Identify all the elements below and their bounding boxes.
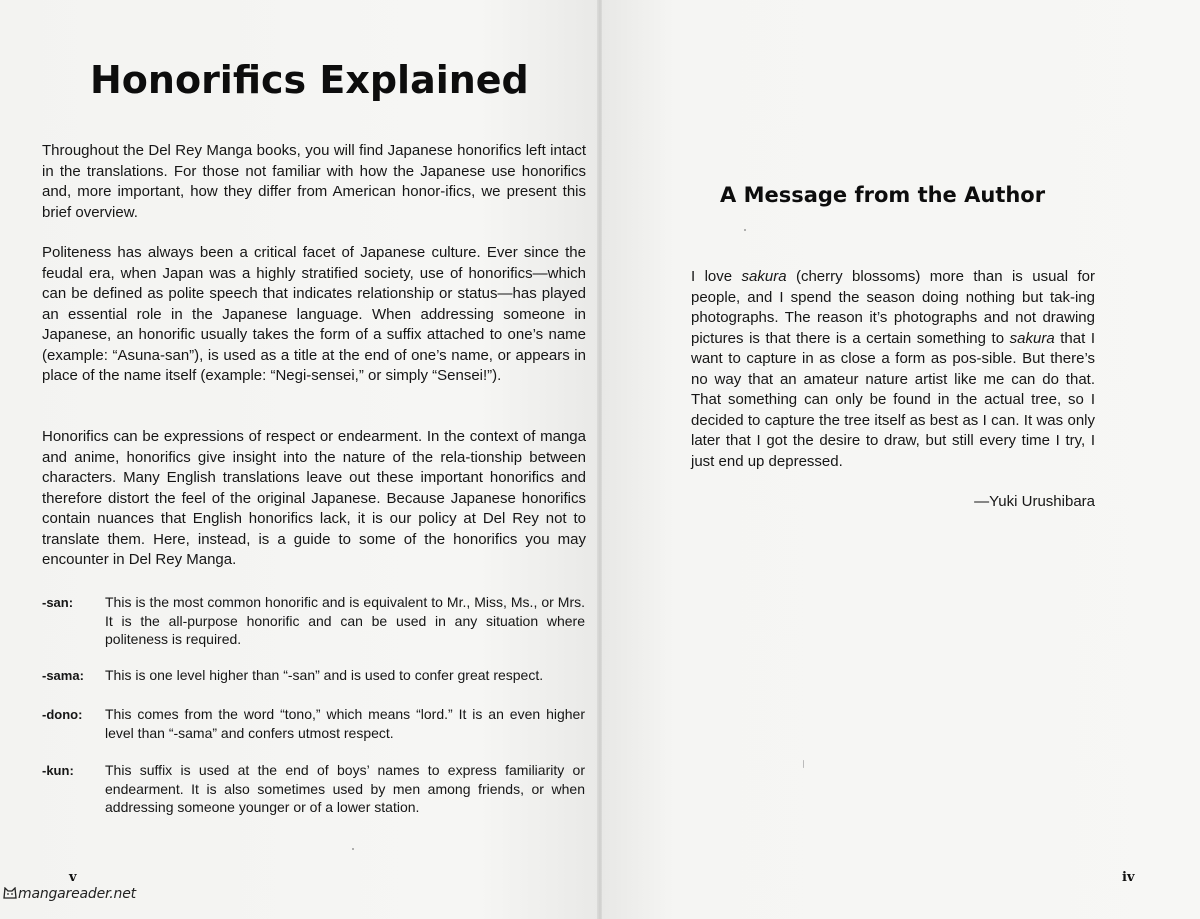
author-signature: —Yuki Urushibara: [974, 493, 1095, 510]
honorific-term: -kun:: [42, 763, 74, 778]
intro-paragraph: Throughout the Del Rey Manga books, you will find Japanese honorifics left intact in the translations. For those not familiar with how the Japanese use honorifics and, more important, how they differ from American honor-ifics, we present this brief overview.: [42, 142, 586, 221]
site-watermark: [3, 886, 136, 902]
honorific-definition: This suffix is used at the end of boys’ names to express familiarity or endearment. It is also sometimes used by men among friends, or when addressing someone younger or of a lower station.: [105, 762, 585, 815]
message-emphasis: sakura: [1009, 329, 1055, 347]
message-text: I love: [691, 268, 742, 285]
message-text: that I want to capture in as close a form as pos-sible. But there’s no way that an amateur nature artist like me can do that. That something can only be found in the actual tree, so I decided to capture the tree itself as best as I can. It was only later that I got the desire to draw, but still every time I try, I just end up depressed.: [691, 329, 1096, 470]
honorific-definition: This comes from the word “tono,” which means “lord.” It is an even higher level than “-sama” and confers utmost respect.: [105, 706, 585, 741]
respect-paragraph: Honorifics can be expressions of respect or endearment. In the context of manga and anime, honorifics give insight into the nature of the rela-tionship between characters. Many English translations leave out these important honorifics and therefore distort the feel of the original Japanese. Because Japanese honorifics contain nuances that English honorifics lack, it is our policy at Del Rey not to translate them. Here, instead, is a guide to some of the honorifics you may encounter in Del Rey Manga.: [42, 428, 586, 568]
author-message-body: [691, 267, 1095, 472]
honorific-definition: This is the most common honorific and is equivalent to Mr., Miss, Ms., or Mrs. It is the all-purpose honorific and can be used in any situation where politeness is required.: [105, 594, 585, 647]
honorific-definition: This is one level higher than “-san” and is used to confer great respect.: [105, 667, 544, 683]
cat-head-icon: [3, 887, 17, 899]
page-number-left: v: [69, 870, 77, 885]
paper-speck: [744, 229, 746, 231]
message-text: (cherry blossoms) more than is usual for people, and I spend the season doing nothing but tak-ing photographs. The reason it’s photographs and not drawing pictures is that there is a certain something to: [691, 268, 1095, 347]
honorific-term: -dono:: [42, 707, 83, 722]
message-emphasis: sakura: [741, 268, 787, 285]
paper-speck: [803, 760, 804, 768]
watermark-text: mangareader.net: [18, 886, 136, 902]
honorific-term: -sama:: [42, 668, 84, 683]
paper-speck: [352, 848, 354, 850]
page-title: Honorifics Explained: [90, 58, 529, 102]
left-page: [0, 0, 598, 919]
author-message-heading: A Message from the Author: [720, 183, 1046, 207]
politeness-paragraph: Politeness has always been a critical facet of Japanese culture. Ever since the feudal era, when Japan was a highly stratified society, use of honorifics—which can be defined as polite speech that indicates relationship or status—has played an essential role in the Japanese language. When addressing someone in Japanese, an honorific usually takes the form of a suffix attached to one’s name (example: “Asuna-san”), is used as a title at the end of one’s name, or appears in place of the name itself (example: “Negi-sensei,” or simply “Sensei!”).: [42, 244, 586, 384]
honorific-term: -san:: [42, 595, 74, 610]
page-number-right: iv: [1122, 870, 1135, 885]
